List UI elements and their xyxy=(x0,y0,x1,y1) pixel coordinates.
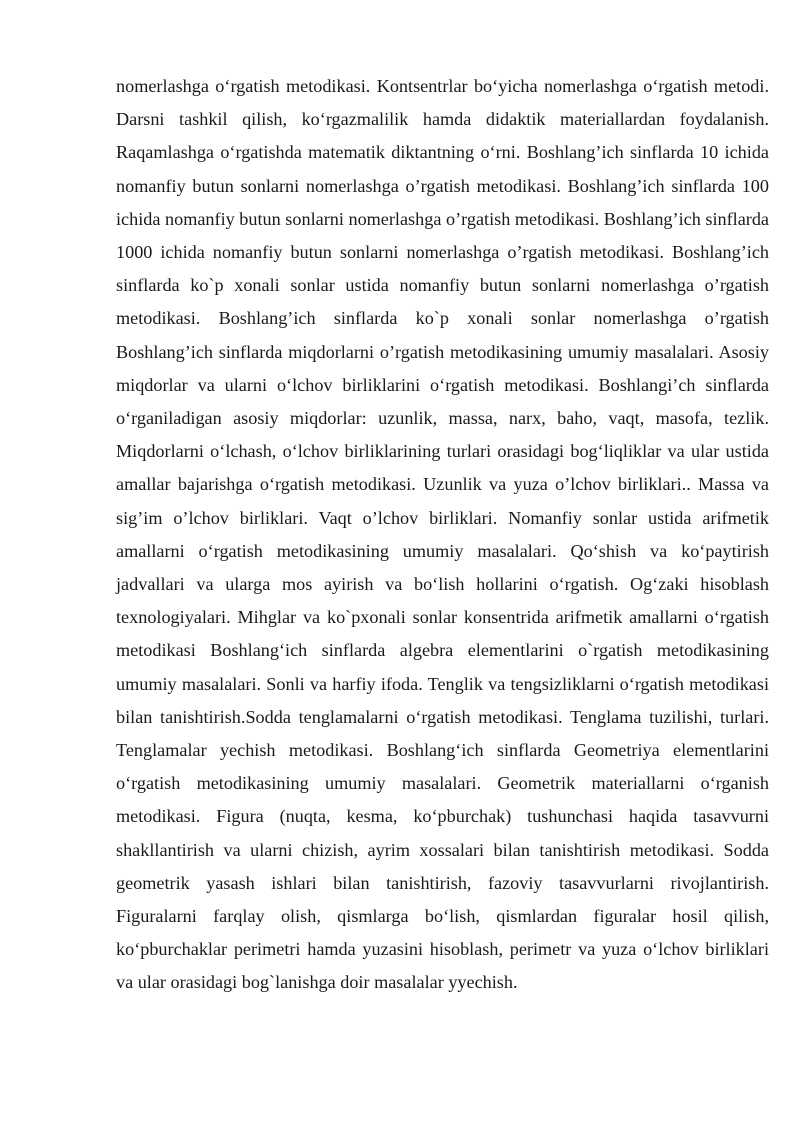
body-paragraph: nomerlashga o‘rgatish metodikasi. Kontsentrlar bo‘yicha nomerlashga o‘rgatish metodi. Darsni tashkil qilish, ko‘rgazmalilik hamda didaktik materiallardan foydalanish. Raqamlashga o‘rgatishda matematik diktantning o‘rni. Boshlang’ich sinflarda 10 ichida nomanfiy butun sonlarni nomerlashga o’rgatish metodikasi. Boshlang’ich sinflarda 100 ichida nomanfiy butun sonlarni nomerlashga o’rgatish metodikasi. Boshlang’ich sinflarda 1000 ichida nomanfiy butun sonlarni nomerlashga o’rgatish metodikasi. Boshlang’ich sinflarda ko`p xonali sonlar ustida nomanfiy butun sonlarni nomerlashga o’rgatish metodikasi. Boshlang’ich sinflarda ko`p xonali sonlar nomerlashga o’rgatish Boshlang’ich sinflarda miqdorlarni o’rgatish metodikasining umumiy masalalari. Asosiy miqdorlar va ularni o‘lchov birliklarini o‘rgatish metodikasi. Boshlangi’ch sinflarda o‘rganiladigan asosiy miqdorlar: uzunlik, massa, narx, baho, vaqt, masofa, tezlik. Miqdorlarni o‘lchash, o‘lchov birliklarining turlari orasidagi bog‘liqliklar va ular ustida amallar bajarishga o‘rgatish metodikasi. Uzunlik va yuza o’lchov birliklari.. Massa va sig’im o’lchov birliklari. Vaqt o’lchov birliklari. Nomanfiy sonlar ustida arifmetik amallarni o‘rgatish metodikasining umumiy masalalari. Qo‘shish va ko‘paytirish jadvallari va ularga mos ayirish va bo‘lish hollarini o‘rgatish. Og‘zaki hisoblash texnologiyalari. Mihglar va ko`pxonali sonlar konsentrida arifmetik amallarni o‘rgatish metodikasi Boshlang‘ich sinflarda algebra elementlarini o`rgatish metodikasining umumiy masalalari. Sonli va harfiy ifoda. Tenglik va tengsizliklarni o‘rgatish metodikasi bilan tanishtirish.Sodda tenglamalarni o‘rgatish metodikasi. Tenglama tuzilishi, turlari. Tenglamalar yechish metodikasi. Boshlang‘ich sinflarda Geometriya elementlarini o‘rgatish metodikasining umumiy masalalari. Geometrik materiallarni o‘rganish metodikasi. Figura (nuqta, kesma, ko‘pburchak) tushunchasi haqida tasavvurni shakllantirish va ularni chizish, ayrim xossalari bilan tanishtirish metodikasi. Sodda geometrik yasash ishlari bilan tanishtirish, fazoviy tasavvurlarni rivojlantirish. Figuralarni farqlay olish, qismlarga bo‘lish, qismlardan figuralar hosil qilish, ko‘pburchaklar perimetri hamda yuzasini hisoblash, perimetr va yuza o‘lchov birliklari va ular orasidagi bog`lanishga doir masalalar yyechish. xyxy=(116,76,769,993)
